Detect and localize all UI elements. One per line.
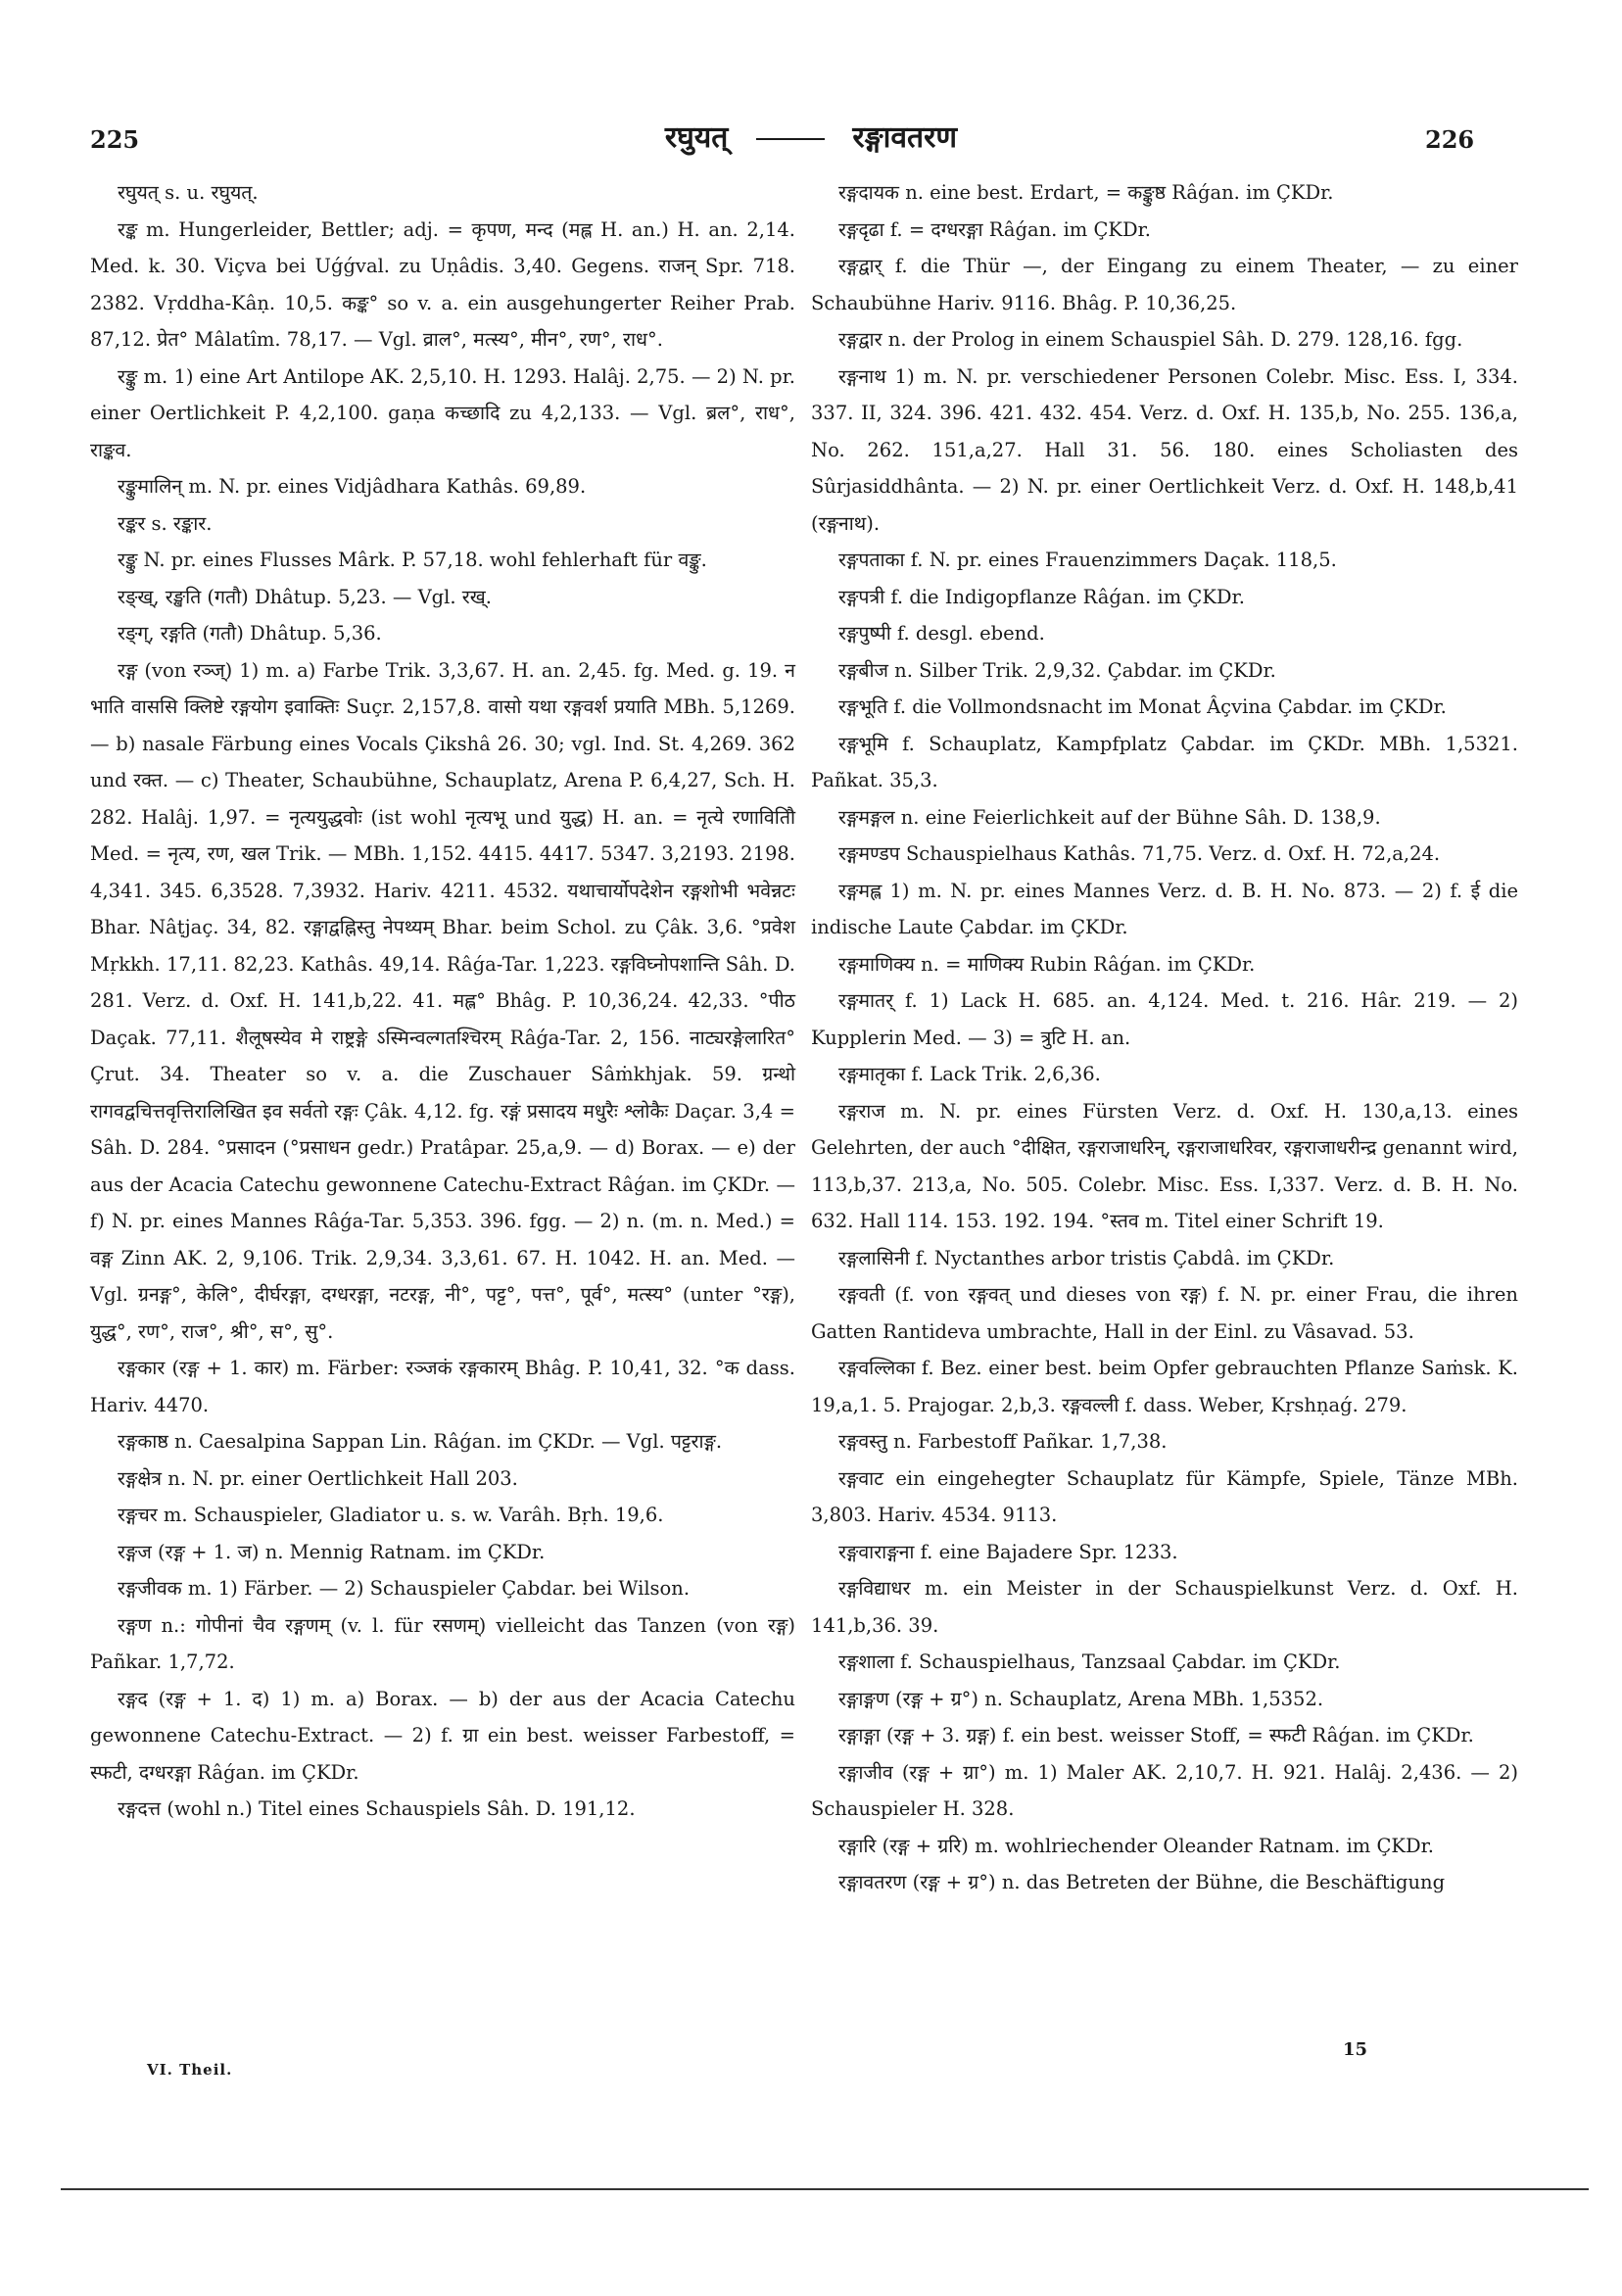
dictionary-entry: रङ्गमातर् f. 1) Lack H. 685. an. 4,124. Med. t. 216. Hâr. 219. — 2) Kupplerin Med. — 3) = त्रुटि H. an. <box>811 989 1518 1049</box>
signature-mark: 15 <box>1343 2039 1368 2060</box>
dictionary-entry: रङ्ग्, रङ्गति (गतौ) Dhâtup. 5,36. <box>118 622 382 645</box>
right-column <box>811 174 1518 1901</box>
dictionary-entry: रङ्गराज m. N. pr. eines Fürsten Verz. d. Oxf. H. 130,a,13. eines Gelehrten, der auch °दीक्षित, रङ्गराजाधरिन्, रङ्गराजाधरिवर, रङ्गराजाधरीन्द्र genannt wird, 113,b,37. 213,a, No. 505. Colebr. Misc. Ess. I,337. Verz. d. B. H. No. 632. Hall 114. 153. 192. 194. °स्तव m. Titel einer Schrift 19. <box>811 1099 1518 1232</box>
running-head-first: रघुयत् <box>664 120 729 155</box>
dictionary-entry: रङ्कर s. रङ्कार. <box>118 511 213 535</box>
dictionary-entry: रङ्गबीज n. Silber Trik. 2,9,32. Çabdar. im ÇKDr. <box>838 658 1276 682</box>
page-number-right: 226 <box>1425 125 1475 154</box>
dictionary-entry: रङ्गविद्याधर m. ein Meister in der Schauspielkunst Verz. d. Oxf. H. 141,b,36. 39. <box>811 1577 1518 1637</box>
dictionary-entry: रङ्गदृढा f. = दग्धरङ्गा Râǵan. im ÇKDr. <box>838 217 1151 241</box>
dictionary-entry: रङ्गलासिनी f. Nyctanthes arbor tristis Çabdâ. im ÇKDr. <box>838 1246 1335 1269</box>
dictionary-entry: रङ्गवल्लिका f. Bez. einer best. beim Opfer gebrauchten Pflanze Saṁsk. K. 19,a,1. 5. Prajogar. 2,b,3. रङ्गवल्ली f. dass. Weber, Kṛshṇaǵ. 279. <box>811 1357 1518 1416</box>
left-column <box>90 174 795 1828</box>
dictionary-entry: रङ्गभूति f. die Vollmondsnacht im Monat Âçvina Çabdar. im ÇKDr. <box>838 695 1447 718</box>
dictionary-entry: रङ्गारि (रङ्ग + ग्ररि) m. wohlriechender Oleander Ratnam. im ÇKDr. <box>838 1834 1435 1857</box>
dictionary-entry: रङ्गद्वार n. der Prolog in einem Schauspiel Sâh. D. 279. 128,16. fgg. <box>838 328 1463 351</box>
dictionary-entry: रङ्गशाला f. Schauspielhaus, Tanzsaal Çabdar. im ÇKDr. <box>838 1650 1341 1673</box>
dictionary-entry: रङ्गावतरण (रङ्ग + ग्र°) n. das Betreten der Bühne, die Beschäftigung <box>838 1871 1446 1893</box>
bottom-rule <box>61 2188 1589 2190</box>
dictionary-entry: रङ्कुमालिन् m. N. pr. eines Vidjâdhara Kathâs. 69,89. <box>118 475 587 498</box>
dictionary-entry: रङ्गाजीव (रङ्ग + ग्रा°) m. 1) Maler AK. 2,10,7. H. 921. Halâj. 2,436. — 2) Schauspieler H. 328. <box>811 1760 1518 1820</box>
dictionary-entry: रङ्गपुष्पी f. desgl. ebend. <box>838 622 1045 645</box>
dictionary-entry: रङ्गमण्डप Schauspielhaus Kathâs. 71,75. Verz. d. Oxf. H. 72,a,24. <box>838 842 1441 865</box>
dictionary-entry: रङ्गवाट ein eingehegter Schauplatz für Kämpfe, Spiele, Tänze MBh. 3,803. Hariv. 4534. 9113. <box>811 1466 1518 1526</box>
dictionary-entry: रङ्गकाष्ठ n. Caesalpina Sappan Lin. Râǵan. im ÇKDr. — Vgl. पट्टराङ्ग. <box>118 1430 723 1453</box>
dictionary-entry: रङ्ग (von रञ्ज्) 1) m. a) Farbe Trik. 3,3,67. H. an. 2,45. fg. Med. g. 19. न भाति वाससि क्लिष्टे रङ्गयोग इवाक्तिः Suçr. 2,157,8. वासो यथा रङ्गवर्श प्रयाति MBh. 5,1269. — b) nasale Färbung eines Vocals Çikshâ 26. 30; vgl. Ind. St. 4,269. 362 und रक्त. — c) Theater, Schaubühne, Schauplatz, Arena P. 6,4,27, Sch. H. 282. Halâj. 1,97. = नृत्ययुद्धवोः (ist wohl नृत्यभू und युद्ध) H. an. = नृत्ये रणावितिौ Med. = नृत्य, रण, खल Trik. — MBh. 1,152. 4415. 4417. 5347. 3,2193. 2198. 4,341. 345. 6,3528. 7,3932. Hariv. 4211. 4532. यथाचार्योपदेशेन रङ्गशोभी भवेन्नटः Bhar. Nâṭjaç. 34, 82. रङ्गाद्वह्निस्तु नेपथ्यम् Bhar. beim Schol. zu Çâk. 3,6. °प्रवेश Mṛkkh. 17,11. 82,23. Kathâs. 49,14. Râǵa-Tar. 1,223. रङ्गविघ्नोपशान्ति Sâh. D. 281. Verz. d. Oxf. H. 141,b,22. 41. मह्ल° Bhâg. P. 10,36,24. 42,33. °पीठ Daçak. 77,11. शैलूषस्येव मे राष्ट्रङ्गे ऽस्मिन्वल्गतश्चिरम् Râǵa-Tar. 2, 156. नाट्यरङ्गेलारित° Çrut. 34. Theater so v. a. die Zuschauer Sâṁkhjak. 59. ग्रन्थो रागवद्वचित्तवृत्तिरालिखित इव सर्वतो रङ्गः Çâk. 4,12. fg. रङ्गं प्रसादय मधुरैः श्लोकैः Daçar. 3,4 = Sâh. D. 284. °प्रसादन (°प्रसाधन gedr.) Pratâpar. 25,a,9. — d) Borax. — e) der aus der Acacia Catechu gewonnene Catechu-Extract Râǵan. im ÇKDr. — f) N. pr. eines Mannes Râǵa-Tar. 5,353. 396. fgg. — 2) n. (m. n. Med.) = वङ्ग Zinn AK. 2, 9,106. Trik. 2,9,34. 3,3,61. 67. H. 1042. H. an. Med. — Vgl. ग्रनङ्ग°, केलि°, दीर्घरङ्गा, दग्धरङ्गा, नटरङ्ग, नी°, पट्ट°, पत्त°, पूर्व°, मत्स्य° (unter °रङ्ग), युद्ध°, रण°, राज°, श्री°, स°, सु°. <box>90 658 795 1343</box>
dictionary-entry: रङ्गक्षेत्र n. N. pr. einer Oertlichkeit Hall 203. <box>118 1466 518 1490</box>
dictionary-entry: रङ्गदायक n. eine best. Erdart, = कङ्कुष्ठ Râǵan. im ÇKDr. <box>838 181 1334 204</box>
dictionary-entry: रङ्कु m. 1) eine Art Antilope AK. 2,5,10. H. 1293. Halâj. 2,75. — 2) N. pr. einer Oertlichkeit P. 4,2,100. gaṇa कच्छादि zu 4,2,133. — Vgl. ब्रल°, राध°, राङ्कव. <box>90 364 795 461</box>
dictionary-entry: रङ्गमाणिक्य n. = माणिक्य Rubin Râǵan. im ÇKDr. <box>838 952 1256 976</box>
dictionary-entry: रङ्गपताका f. N. pr. eines Frauenzimmers Daçak. 118,5. <box>838 549 1337 571</box>
dictionary-entry: रङ्गण n.: गोपीनां चैव रङ्गणम् (v. l. für रसणम्) vielleicht das Tanzen (von रङ्ग) Pañkar. 1,7,72. <box>90 1613 795 1673</box>
dictionary-entry: रघुयत् s. u. रघुयत्. <box>118 181 259 204</box>
dictionary-entry: रङ्गाङ्गण (रङ्ग + ग्र°) n. Schauplatz, Arena MBh. 1,5352. <box>838 1687 1324 1710</box>
dictionary-entry: रङ्गकार (रङ्ग + 1. कार) m. Färber: रञ्जकं रङ्गकारम् Bhâg. P. 10,41, 32. °क dass. Hariv. 4470. <box>90 1357 795 1416</box>
dictionary-entry: रङ्गचर m. Schauspieler, Gladiator u. s. w. Varâh. Bṛh. 19,6. <box>118 1504 664 1526</box>
dictionary-entry: रङ्गनाथ 1) m. N. pr. verschiedener Personen Colebr. Misc. Ess. I, 334. 337. II, 324. 396. 421. 432. 454. Verz. d. Oxf. H. 135,b, No. 255. 136,a, No. 262. 151,a,27. Hall 31. 56. 180. eines Scholiasten des Sûrjasiddhânta. — 2) N. pr. einer Oertlichkeit Verz. d. Oxf. H. 148,b,41 (रङ्गनाथ). <box>811 364 1518 535</box>
dictionary-entry: रङ्गमह्ल 1) m. N. pr. eines Mannes Verz. d. B. H. No. 873. — 2) f. ई die indische Laute Çabdar. im ÇKDr. <box>811 879 1518 938</box>
dictionary-entry: रङ्गवाराङ्गना f. eine Bajadere Spr. 1233. <box>838 1540 1178 1563</box>
running-head-dash <box>756 138 825 140</box>
dictionary-entry: रङ्गवती (f. von रङ्गवत् und dieses von रङ्ग) f. N. pr. einer Frau, die ihren Gatten Rantideva umbrachte, Hall in der Einl. zu Vâsavad. 53. <box>811 1283 1518 1343</box>
dictionary-entry: रङ्गजीवक m. 1) Färber. — 2) Schauspieler Çabdar. bei Wilson. <box>118 1577 691 1600</box>
dictionary-entry: रङ्गद्वार् f. die Thür —, der Eingang zu einem Theater, — zu einer Schaubühne Hariv. 9116. Bhâg. P. 10,36,25. <box>811 255 1518 314</box>
running-head <box>0 116 1622 156</box>
dictionary-entry: रङ्गभूमि f. Schauplatz, Kampfplatz Çabdar. im ÇKDr. MBh. 1,5321. Pañkat. 35,3. <box>811 732 1518 791</box>
dictionary-entry: रङ्गमङ्गल n. eine Feierlichkeit auf der Bühne Sâh. D. 138,9. <box>838 805 1381 829</box>
dictionary-entry: रङ्कु N. pr. eines Flusses Mârk. P. 57,18. wohl fehlerhaft für वङ्कु. <box>118 549 707 571</box>
page-number-left: 225 <box>90 125 140 154</box>
dictionary-entry: रङ्ख्, रङ्खति (गतौ) Dhâtup. 5,23. — Vgl. रख्. <box>118 585 492 608</box>
running-head-last: रङ्गावतरण <box>852 120 958 155</box>
dictionary-entry: रङ्क m. Hungerleider, Bettler; adj. = कृपण, मन्द (मह्ल H. an.) H. an. 2,14. Med. k. 30. Viçva bei Uǵǵval. zu Uṇâdis. 3,40. Gegens. राजन् Spr. 718. 2382. Vṛddha-Kâṇ. 10,5. कङ्क° so v. a. ein ausgehungerter Reiher Prab. 87,12. प्रेत° Mâlatîm. 78,17. — Vgl. व्राल°, मत्स्य°, मीन°, रण°, राध°. <box>90 217 795 351</box>
dictionary-entry: रङ्गज (रङ्ग + 1. ज) n. Mennig Ratnam. im ÇKDr. <box>118 1540 546 1563</box>
dictionary-entry: रङ्गाङ्गा (रङ्ग + 3. ग्रङ्ग) f. ein best. weisser Stoff, = स्फटी Râǵan. im ÇKDr. <box>838 1724 1474 1746</box>
dictionary-entry: रङ्गवस्तु n. Farbestoff Pañkar. 1,7,38. <box>838 1430 1168 1453</box>
dictionary-entry: रङ्गपत्री f. die Indigopflanze Râǵan. im ÇKDr. <box>838 585 1245 608</box>
dictionary-entry: रङ्गदत्त (wohl n.) Titel eines Schauspiels Sâh. D. 191,12. <box>118 1797 636 1820</box>
dictionary-entry: रङ्गमातृका f. Lack Trik. 2,6,36. <box>838 1063 1101 1085</box>
dictionary-entry: रङ्गद (रङ्ग + 1. द) 1) m. a) Borax. — b) der aus der Acacia Catechu gewonnene Catechu-Extract. — 2) f. ग्रा ein best. weisser Farbestoff, = स्फटी, दग्धरङ्गा Râǵan. im ÇKDr. <box>90 1687 795 1784</box>
volume-label: VI. Theil. <box>147 2061 233 2079</box>
